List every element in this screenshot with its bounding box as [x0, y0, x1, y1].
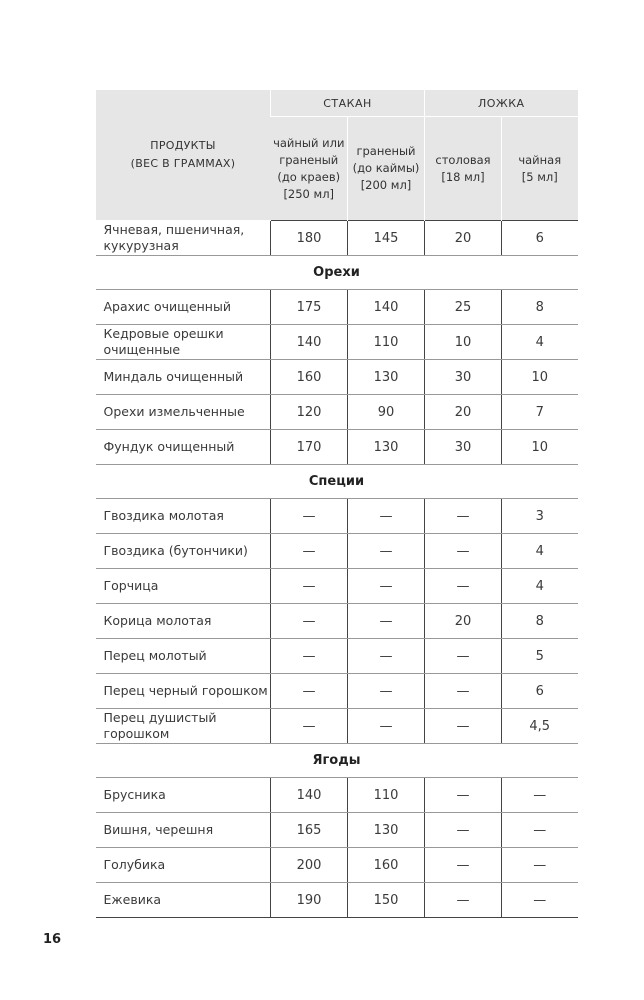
spoon-col-header-line: столовая: [435, 152, 491, 167]
value-cell: 175: [271, 290, 348, 325]
conversion-table: [95, 90, 578, 918]
table-row: [96, 709, 578, 744]
value-cell: 165: [271, 813, 348, 848]
product-name: Ежевика: [96, 883, 271, 918]
value-cell: 5: [502, 639, 578, 674]
value-cell: 4: [502, 569, 578, 604]
product-name: Кедровые орешки очищенные: [96, 325, 271, 360]
glass-col-header-line: (до каймы): [352, 161, 420, 175]
value-cell: 160: [271, 360, 348, 395]
table-row: [96, 883, 578, 918]
value-cell: 140: [348, 290, 425, 325]
glass-col-header: [271, 117, 348, 221]
value-cell: 130: [348, 813, 425, 848]
table-row: [96, 813, 578, 848]
table-row: [96, 848, 578, 883]
product-name: Голубика: [96, 848, 271, 883]
product-name: Гвоздика (бутончики): [96, 534, 271, 569]
value-cell: 10: [502, 360, 578, 395]
table-row: [96, 639, 578, 674]
value-cell: —: [502, 778, 578, 813]
value-cell: 130: [348, 430, 425, 465]
glass-col-header-line: граненый: [356, 144, 416, 158]
value-cell: 30: [425, 430, 502, 465]
value-cell: 200: [271, 848, 348, 883]
value-cell: 140: [271, 778, 348, 813]
table-header: [96, 90, 578, 221]
product-name: Фундук очищенный: [96, 430, 271, 465]
value-cell: 30: [425, 360, 502, 395]
value-cell: —: [502, 813, 578, 848]
product-name: Перец душистый горошком: [96, 709, 271, 744]
table-body: [96, 221, 578, 918]
glass-col-header-line: чайный или: [273, 135, 345, 150]
value-cell: —: [271, 709, 348, 744]
product-name: Вишня, черешня: [96, 813, 271, 848]
spoon-col-header: [502, 117, 578, 221]
table-row: [96, 430, 578, 465]
value-cell: —: [425, 674, 502, 709]
glass-col-header-line: [200 мл]: [360, 178, 412, 192]
section-title: Ягоды: [96, 744, 578, 778]
table-row: [96, 325, 578, 360]
value-cell: 4,5: [502, 709, 578, 744]
product-name: Ячневая, пшеничная, кукурузная: [96, 221, 271, 256]
table-row: [96, 221, 578, 256]
product-name: Перец молотый: [96, 639, 271, 674]
page-number: 16: [43, 932, 62, 947]
value-cell: 20: [425, 604, 502, 639]
value-cell: 160: [348, 848, 425, 883]
value-cell: 20: [425, 221, 502, 256]
glass-col-header-line: граненый: [279, 152, 339, 167]
value-cell: 145: [348, 221, 425, 256]
section-title: Специи: [96, 465, 578, 499]
value-cell: 4: [502, 325, 578, 360]
product-name: Перец черный горошком: [96, 674, 271, 709]
value-cell: —: [425, 709, 502, 744]
spoon-col-header-line: чайная: [518, 152, 562, 167]
products-header: [96, 90, 271, 221]
product-name: Гвоздика молотая: [96, 499, 271, 534]
value-cell: 6: [502, 674, 578, 709]
table-row: [96, 395, 578, 430]
value-cell: —: [348, 604, 425, 639]
table-row: [96, 534, 578, 569]
glass-col-header: [348, 117, 425, 221]
value-cell: —: [271, 499, 348, 534]
value-cell: —: [271, 674, 348, 709]
value-cell: 130: [348, 360, 425, 395]
section-row: [96, 465, 578, 499]
value-cell: —: [425, 534, 502, 569]
value-cell: 90: [348, 395, 425, 430]
table-row: [96, 290, 578, 325]
value-cell: —: [502, 848, 578, 883]
value-cell: 180: [271, 221, 348, 256]
value-cell: 170: [271, 430, 348, 465]
value-cell: 10: [502, 430, 578, 465]
table-row: [96, 674, 578, 709]
value-cell: —: [425, 569, 502, 604]
value-cell: 4: [502, 534, 578, 569]
value-cell: 7: [502, 395, 578, 430]
section-row: [96, 256, 578, 290]
value-cell: —: [425, 883, 502, 918]
value-cell: 10: [425, 325, 502, 360]
value-cell: 20: [425, 395, 502, 430]
value-cell: 140: [271, 325, 348, 360]
table-row: [96, 360, 578, 395]
table-row: [96, 499, 578, 534]
value-cell: —: [271, 534, 348, 569]
value-cell: —: [425, 848, 502, 883]
product-name: Арахис очищенный: [96, 290, 271, 325]
section-row: [96, 744, 578, 778]
value-cell: 25: [425, 290, 502, 325]
spoon-col-header-line: [5 мл]: [521, 169, 558, 184]
value-cell: —: [425, 778, 502, 813]
value-cell: 8: [502, 290, 578, 325]
value-cell: 110: [348, 325, 425, 360]
value-cell: 120: [271, 395, 348, 430]
value-cell: 110: [348, 778, 425, 813]
glass-col-header-line: [250 мл]: [283, 186, 335, 201]
value-cell: —: [271, 639, 348, 674]
value-cell: —: [348, 639, 425, 674]
value-cell: 190: [271, 883, 348, 918]
value-cell: —: [348, 709, 425, 744]
value-cell: —: [271, 569, 348, 604]
value-cell: —: [425, 639, 502, 674]
spoon-header: ЛОЖКА: [425, 90, 578, 117]
table-row: [96, 778, 578, 813]
value-cell: —: [425, 499, 502, 534]
value-cell: 8: [502, 604, 578, 639]
value-cell: 150: [348, 883, 425, 918]
spoon-col-header: [425, 117, 502, 221]
section-title: Орехи: [96, 256, 578, 290]
value-cell: —: [502, 883, 578, 918]
value-cell: 6: [502, 221, 578, 256]
glass-header: СТАКАН: [271, 90, 425, 117]
product-name: Орехи измельченные: [96, 395, 271, 430]
value-cell: —: [348, 569, 425, 604]
product-name: Корица молотая: [96, 604, 271, 639]
product-name: Брусника: [96, 778, 271, 813]
glass-col-header-line: (до краев): [277, 169, 341, 184]
table-row: [96, 604, 578, 639]
products-header-subtitle: (ВЕС В ГРАММАХ): [130, 157, 236, 170]
products-header-title: ПРОДУКТЫ: [150, 139, 216, 152]
product-name: Миндаль очищенный: [96, 360, 271, 395]
value-cell: —: [348, 534, 425, 569]
value-cell: 3: [502, 499, 578, 534]
product-name: Горчица: [96, 569, 271, 604]
table-row: [96, 569, 578, 604]
value-cell: —: [271, 604, 348, 639]
spoon-col-header-line: [18 мл]: [441, 169, 485, 184]
value-cell: —: [425, 813, 502, 848]
value-cell: —: [348, 674, 425, 709]
value-cell: —: [348, 499, 425, 534]
